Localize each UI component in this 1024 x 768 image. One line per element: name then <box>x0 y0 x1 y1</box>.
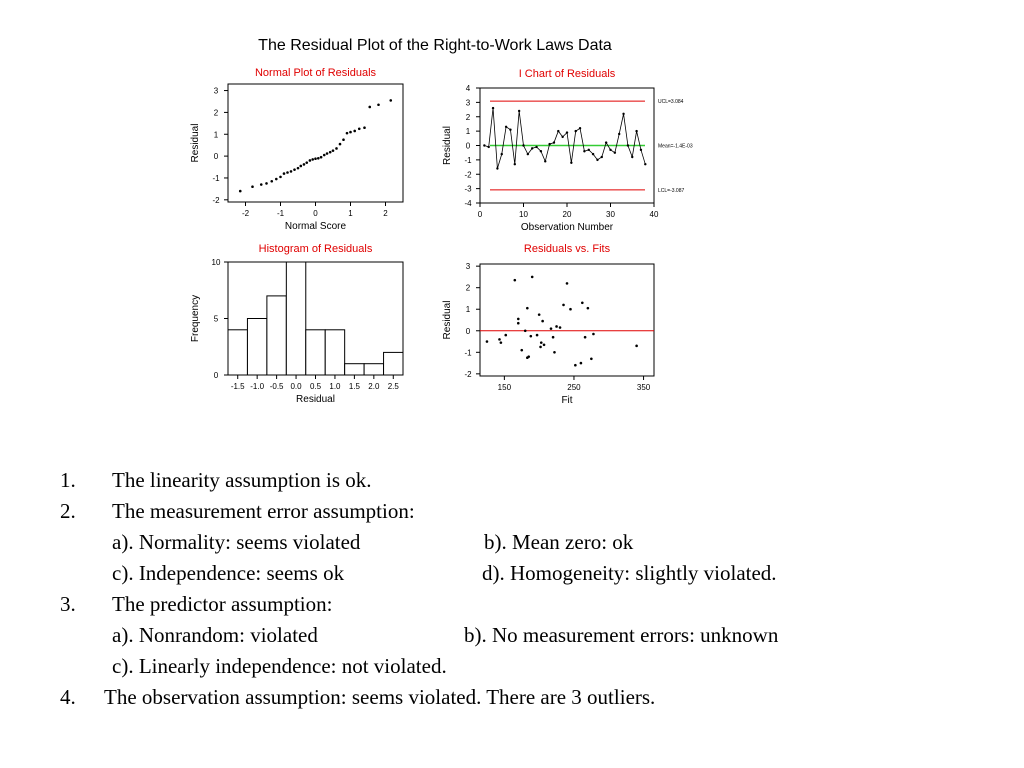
fits-point <box>517 318 520 321</box>
hist-y-axis-label: Frequency <box>190 294 201 343</box>
ichart-point <box>627 144 629 146</box>
normal-x-tick-label: 2 <box>383 209 388 218</box>
normal-x-tick-label: -1 <box>276 209 285 218</box>
normal-point <box>311 158 314 161</box>
normal-x-axis-label: Normal Score <box>284 221 347 232</box>
ichart-y-tick-label: -3 <box>464 184 472 194</box>
fits-y-tick-label: 3 <box>465 262 471 272</box>
ichart-point <box>492 107 494 109</box>
fits-x-tick-label: 250 <box>567 383 581 392</box>
ichart-point <box>579 127 581 129</box>
fits-plot-frame <box>480 264 654 376</box>
ichart-lcl-label: LCL=-3.087 <box>658 187 685 194</box>
hist-bar <box>364 364 383 375</box>
fits-y-tick-label: -1 <box>464 348 472 358</box>
fits-point <box>635 345 638 348</box>
fits-point <box>526 307 529 310</box>
ichart-point <box>644 163 646 165</box>
fits-y-tick-label: 0 <box>465 326 471 336</box>
hist-x-tick-label: -1.5 <box>230 382 245 391</box>
hist-bar <box>286 262 305 375</box>
normal-point <box>389 99 392 102</box>
hist-y-tick-label: 10 <box>211 258 221 267</box>
fits-point <box>500 341 503 344</box>
note-3a: a). Nonrandom: violated <box>112 623 318 647</box>
fits-point <box>486 340 489 343</box>
ichart-point <box>635 130 637 132</box>
normal-point <box>368 106 371 109</box>
ichart-point <box>544 160 546 162</box>
ichart-ucl-label: UCL=3.084 <box>658 99 684 106</box>
normal-y-tick-label: -1 <box>212 173 220 183</box>
fits-point <box>498 338 501 341</box>
ichart-point <box>618 133 620 135</box>
normal-point <box>270 180 273 183</box>
fits-title: Residuals vs. Fits <box>523 243 611 255</box>
fits-point <box>527 355 530 358</box>
normal-point <box>317 157 320 160</box>
ichart-point <box>575 130 577 132</box>
normal-y-tick-label: 0 <box>213 152 219 162</box>
ichart-y-tick-label: -2 <box>464 170 472 180</box>
normal-point <box>239 190 242 193</box>
note-3c: c). Linearly independence: not violated. <box>112 654 447 678</box>
fits-x-tick-label: 350 <box>636 383 651 392</box>
note-2-number: 2. <box>60 499 76 523</box>
normal-title: Normal Plot of Residuals <box>254 67 377 79</box>
note-2b: b). Mean zero: ok <box>484 530 634 554</box>
normal-y-tick-label: 2 <box>213 108 219 118</box>
ichart-point <box>605 141 607 143</box>
normal-point <box>305 161 308 164</box>
fits-point <box>536 334 539 337</box>
fits-point <box>517 322 520 325</box>
ichart-series-line <box>484 108 645 168</box>
hist-title: Histogram of Residuals <box>258 243 373 255</box>
fits-point <box>540 341 543 344</box>
hist-x-tick-label: 1.5 <box>348 382 360 391</box>
normal-point <box>286 171 289 174</box>
ichart-point <box>548 143 550 145</box>
note-3b: b). No measurement errors: unknown <box>464 623 779 647</box>
ichart-point <box>488 146 490 148</box>
normal-y-tick-label: 1 <box>213 130 219 140</box>
normal-point <box>290 170 293 173</box>
ichart-y-tick-label: -4 <box>464 199 472 208</box>
fits-point <box>587 307 590 310</box>
fits-point <box>555 325 558 328</box>
hist-bar <box>247 319 266 376</box>
note-2c: c). Independence: seems ok <box>112 561 345 585</box>
hist-x-axis-label: Residual <box>296 394 335 405</box>
ichart-x-tick-label: 20 <box>562 210 572 219</box>
ichart-y-tick-label: 0 <box>465 141 471 151</box>
hist-y-tick-label: 5 <box>213 314 219 324</box>
fits-point <box>552 336 555 339</box>
fits-y-axis-label: Residual <box>442 300 453 340</box>
ichart-point <box>505 126 507 128</box>
normal-point <box>346 132 349 135</box>
hist-y-tick-label: 0 <box>213 371 219 380</box>
fits-y-tick-label: -2 <box>464 369 472 379</box>
ichart-point <box>483 144 485 146</box>
ichart-point <box>631 156 633 158</box>
normal-point <box>260 183 263 186</box>
ichart-x-tick-label: 10 <box>519 210 528 219</box>
ichart-point <box>509 128 511 130</box>
note-4-number: 4. <box>60 685 76 709</box>
ichart-point <box>518 110 520 112</box>
note-2a: a). Normality: seems violated <box>112 530 361 554</box>
note-2d: d). Homogeneity: slightly violated. <box>482 561 777 585</box>
ichart-point <box>566 131 568 133</box>
fits-point <box>514 279 517 282</box>
fits-point <box>538 313 541 316</box>
ichart-point <box>601 156 603 158</box>
normal-point <box>329 151 332 154</box>
normal-y-axis-label: Residual <box>190 123 201 163</box>
fits-point <box>562 304 565 307</box>
note-4-text: The observation assumption: seems violated. There are 3 outliers. <box>104 685 656 709</box>
normal-plot-frame <box>228 84 403 202</box>
fits-point <box>580 362 583 365</box>
ichart-point <box>527 153 529 155</box>
fits-point <box>543 343 546 346</box>
ichart-point <box>614 151 616 153</box>
hist-bar <box>345 364 364 375</box>
ichart-point <box>531 147 533 149</box>
hist-bar <box>384 352 403 375</box>
normal-point <box>297 167 300 170</box>
fits-point <box>504 334 507 337</box>
fits-point <box>531 276 534 279</box>
fits-point <box>559 326 562 329</box>
fits-point <box>592 333 595 336</box>
ichart-point <box>557 130 559 132</box>
normal-point <box>363 126 366 129</box>
hist-bar <box>228 330 247 375</box>
ichart-point <box>583 150 585 152</box>
normal-point <box>275 178 278 181</box>
fits-x-axis-label: Fit <box>561 395 573 406</box>
normal-point <box>300 165 303 168</box>
normal-point <box>283 172 286 175</box>
hist-bar <box>325 330 344 375</box>
normal-point <box>358 127 361 130</box>
hist-x-tick-label: -0.5 <box>269 382 284 391</box>
normal-point <box>314 157 317 160</box>
ichart-y-tick-label: 1 <box>465 127 471 137</box>
ichart-y-axis-label: Residual <box>442 126 453 165</box>
fits-point <box>553 351 556 354</box>
fits-point <box>584 336 587 339</box>
normal-y-tick-label: -2 <box>212 195 220 205</box>
normal-x-tick-label: 0 <box>313 209 318 218</box>
normal-point <box>326 152 329 155</box>
ichart-y-tick-label: 4 <box>465 84 471 93</box>
ichart-x-tick-label: 40 <box>649 210 659 219</box>
fits-y-tick-label: 1 <box>465 305 471 315</box>
normal-point <box>339 143 342 146</box>
normal-point <box>342 138 345 141</box>
fits-point <box>530 335 533 338</box>
ichart-mean-label: Mean=-1.4E-03 <box>658 143 693 150</box>
ichart-point <box>540 150 542 152</box>
ichart-point <box>570 162 572 164</box>
ichart-point <box>501 153 503 155</box>
normal-x-tick-label: 1 <box>348 209 353 218</box>
fits-point <box>566 282 569 285</box>
fits-point <box>550 327 553 330</box>
normal-point <box>332 149 335 152</box>
fits-point <box>569 308 572 311</box>
ichart-y-tick-label: 3 <box>465 98 471 108</box>
ichart-point <box>592 153 594 155</box>
fits-point <box>590 357 593 360</box>
fits-point <box>574 364 577 367</box>
ichart-y-tick-label: 2 <box>465 112 471 122</box>
ichart-point <box>553 141 555 143</box>
note-3-number: 3. <box>60 592 76 616</box>
ichart-point <box>514 163 516 165</box>
note-2-text: The measurement error assumption: <box>112 499 415 523</box>
fits-y-tick-label: 2 <box>465 283 471 293</box>
hist-x-tick-label: 2.0 <box>368 382 380 391</box>
hist-x-tick-label: 1.0 <box>329 382 341 391</box>
ichart-point <box>609 149 611 151</box>
normal-point <box>335 147 338 150</box>
fits-point <box>524 329 527 332</box>
fits-point <box>581 301 584 304</box>
note-1-text: The linearity assumption is ok. <box>112 468 372 492</box>
normal-point <box>349 131 352 134</box>
normal-point <box>293 168 296 171</box>
main-title: The Residual Plot of the Right-to-Work Laws Data <box>258 37 612 54</box>
ichart-point <box>522 144 524 146</box>
ichart-point <box>561 136 563 138</box>
normal-point <box>303 163 306 166</box>
normal-y-tick-label: 3 <box>213 86 219 96</box>
fits-point <box>520 349 523 352</box>
normal-point <box>377 103 380 106</box>
hist-x-tick-label: -1.0 <box>250 382 265 391</box>
normal-point <box>353 130 356 133</box>
note-3-text: The predictor assumption: <box>112 592 333 616</box>
ichart-point <box>496 167 498 169</box>
ichart-x-tick-label: 30 <box>606 210 615 219</box>
normal-point <box>279 176 282 179</box>
ichart-point <box>622 113 624 115</box>
normal-x-tick-label: -2 <box>241 209 250 218</box>
ichart-point <box>535 146 537 148</box>
normal-point <box>323 154 326 157</box>
normal-point <box>251 185 254 188</box>
ichart-point <box>588 149 590 151</box>
ichart-point <box>596 159 598 161</box>
hist-x-tick-label: 0.5 <box>309 382 322 391</box>
hist-bar <box>306 330 325 375</box>
ichart-y-tick-label: -1 <box>464 155 472 165</box>
hist-x-tick-label: 2.5 <box>387 382 399 391</box>
note-1-number: 1. <box>60 468 76 492</box>
ichart-point <box>640 149 642 151</box>
normal-point <box>320 156 323 159</box>
normal-point <box>265 182 268 185</box>
ichart-title: I Chart of Residuals <box>518 68 616 80</box>
ichart-x-tick-label: 0 <box>477 210 483 219</box>
fits-point <box>541 320 544 323</box>
fits-x-tick-label: 150 <box>497 383 512 392</box>
hist-bar <box>267 296 286 375</box>
ichart-x-axis-label: Observation Number <box>520 222 614 233</box>
hist-x-tick-label: 0.0 <box>290 382 302 391</box>
fits-point <box>539 346 542 349</box>
normal-point <box>309 159 312 162</box>
